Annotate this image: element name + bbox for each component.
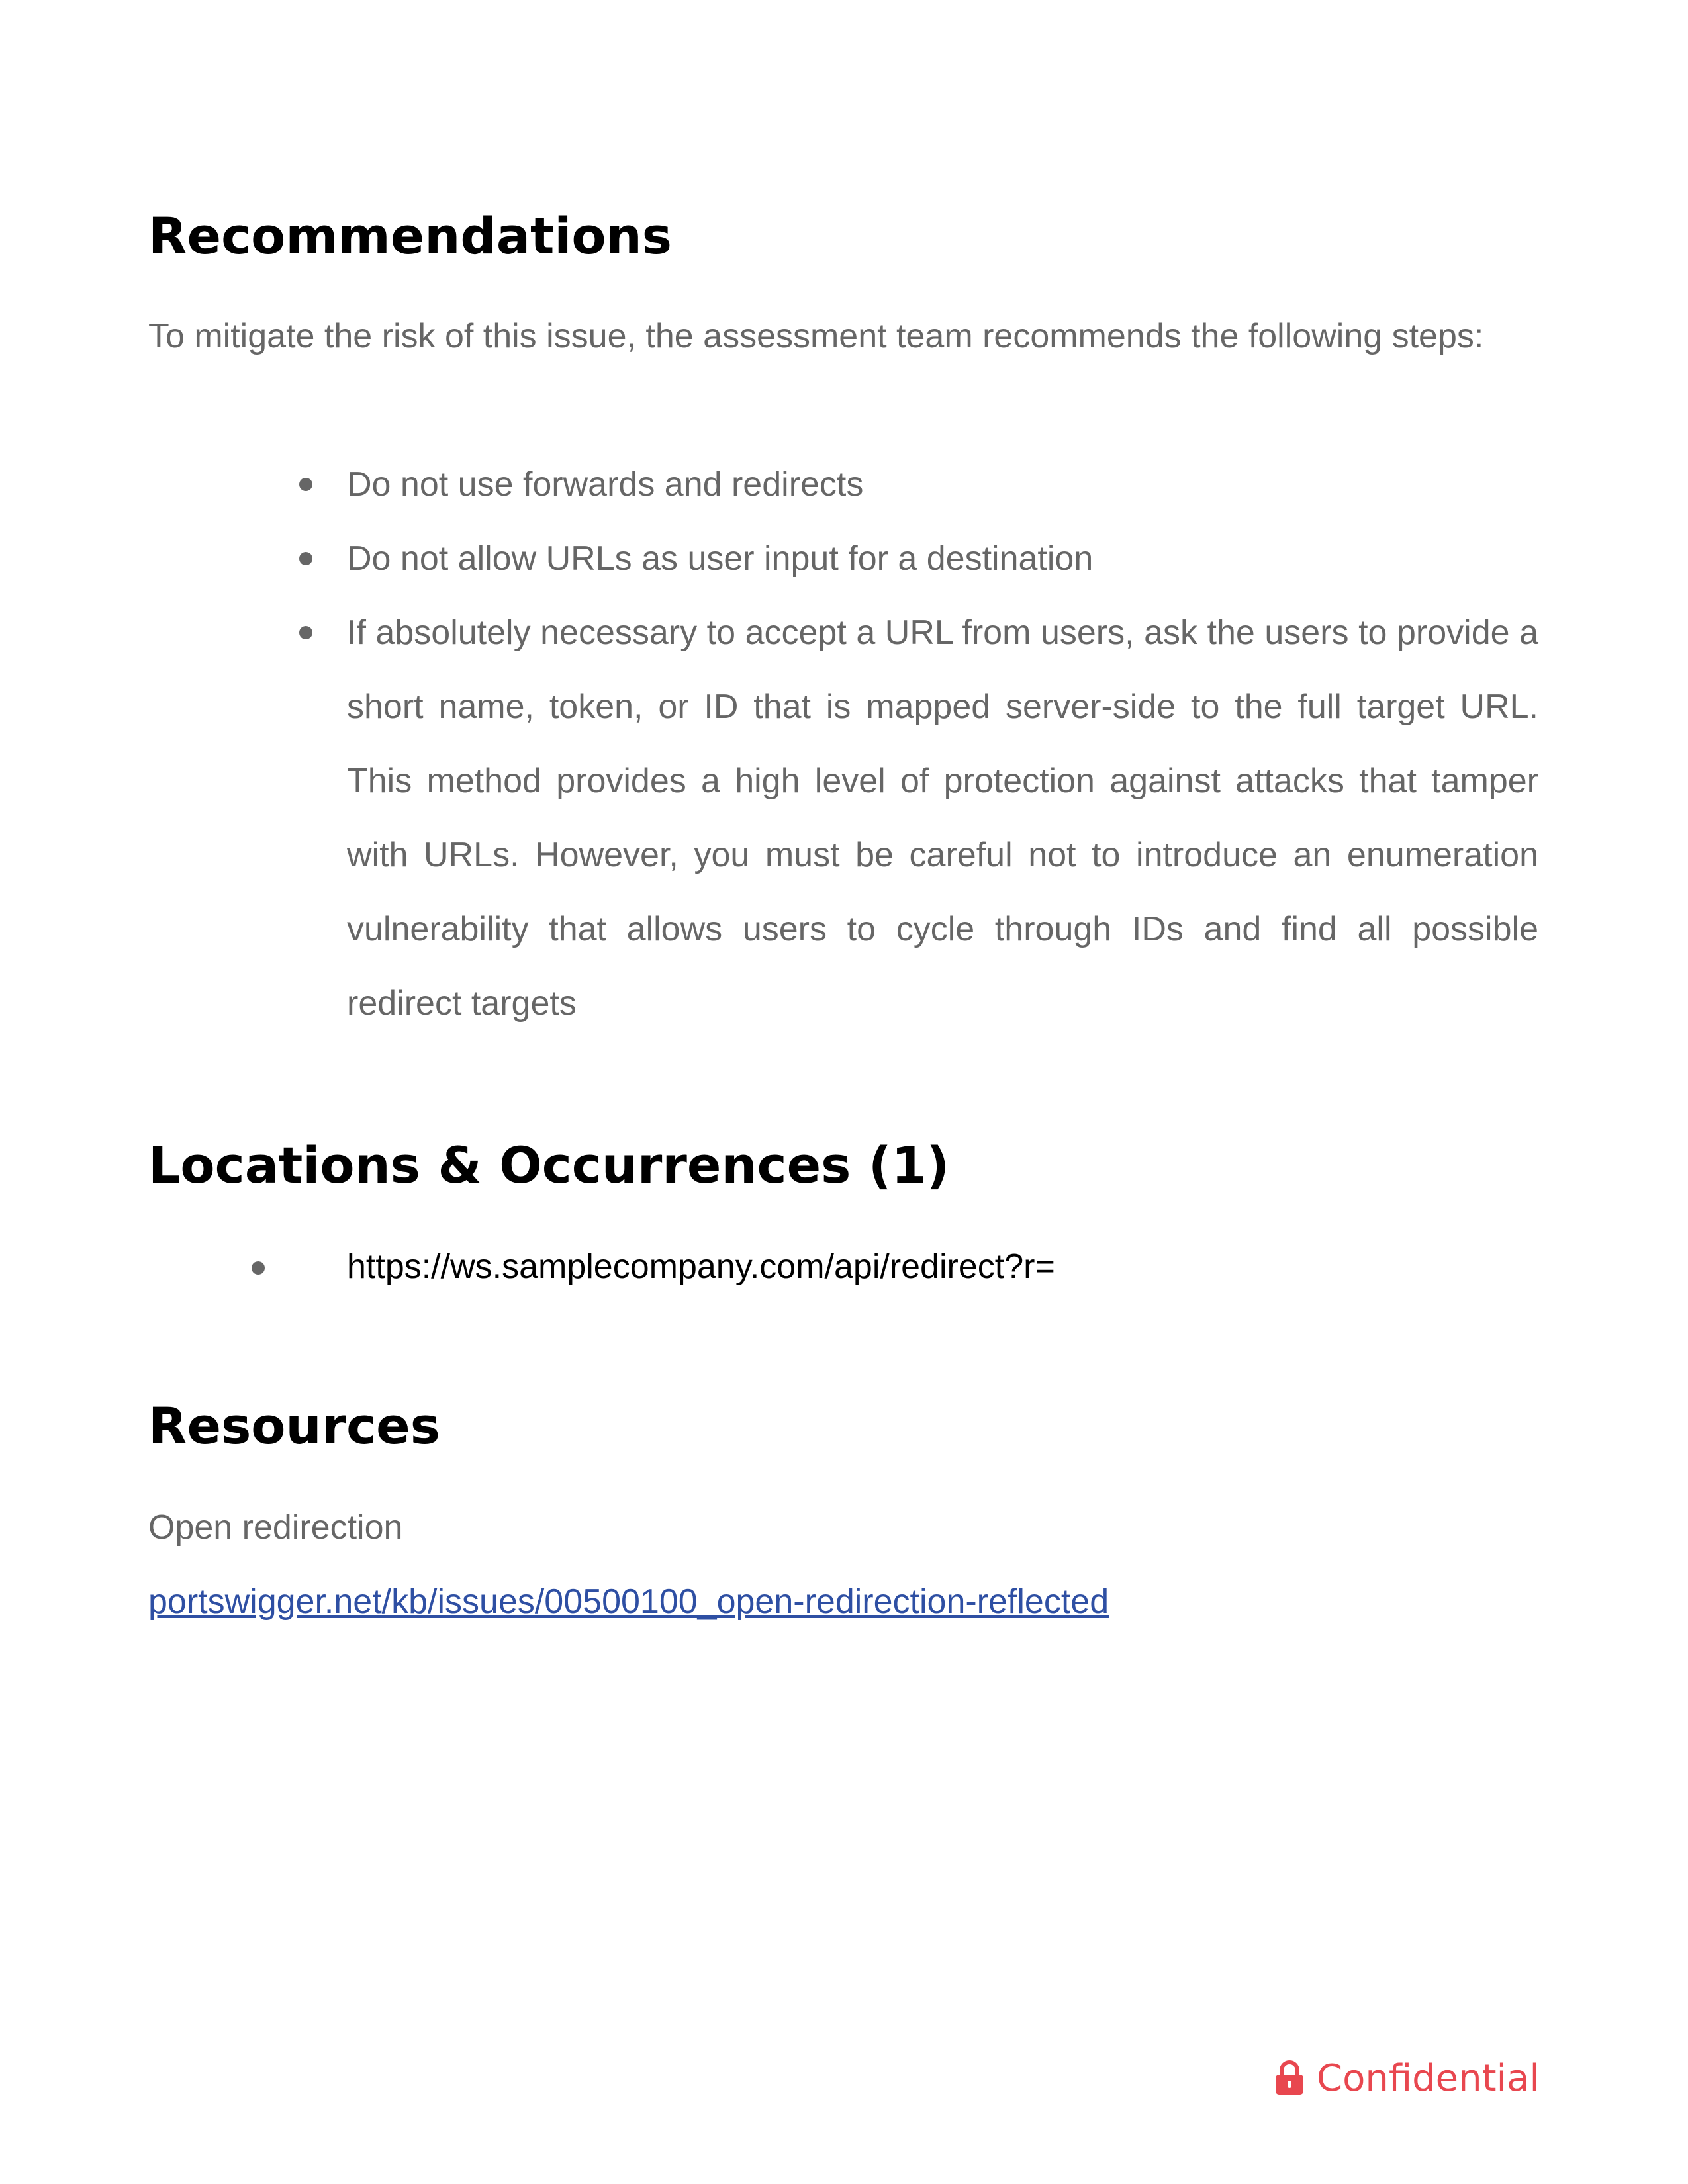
- list-item-text: Do not use forwards and redirects: [347, 465, 864, 504]
- confidential-label: Confidential: [1316, 2056, 1540, 2100]
- bullet-icon: [299, 478, 312, 491]
- location-item: [0, 1230, 1688, 1304]
- bullet-icon: [299, 626, 312, 639]
- confidential-footer: [1274, 2045, 1540, 2111]
- resources-heading: Resources: [148, 1396, 440, 1455]
- list-item: [0, 522, 1538, 596]
- list-item: [0, 596, 1538, 1040]
- recommendations-list: [0, 447, 1538, 1040]
- list-item: [0, 447, 1538, 522]
- location-url: https://ws.samplecompany.com/api/redirect?r=: [347, 1248, 1055, 1286]
- bullet-icon: [299, 552, 312, 565]
- locations-heading: Locations & Occurrences (1): [148, 1136, 950, 1195]
- resource-title: Open redirection: [148, 1508, 403, 1547]
- resource-link[interactable]: portswigger.net/kb/issues/00500100_open-redirection-reflected: [148, 1582, 1109, 1621]
- list-item-text: Do not allow URLs as user input for a destination: [347, 539, 1094, 578]
- list-item-text: If absolutely necessary to accept a URL from users, ask the users to provide a short name, token, or ID that is mapped server-side to the full target URL. This method provides a high level of protection against attacks that tamper with URLs. However, you must be careful not to introduce an enumeration vulnerability that allows users to cycle through IDs and find all possible redirect targets: [347, 614, 1538, 1023]
- recommendations-intro: To mitigate the risk of this issue, the assessment team recommends the following steps:: [148, 317, 1484, 355]
- recommendations-heading: Recommendations: [148, 206, 672, 265]
- bullet-icon: [252, 1261, 265, 1275]
- lock-icon: [1274, 2060, 1305, 2096]
